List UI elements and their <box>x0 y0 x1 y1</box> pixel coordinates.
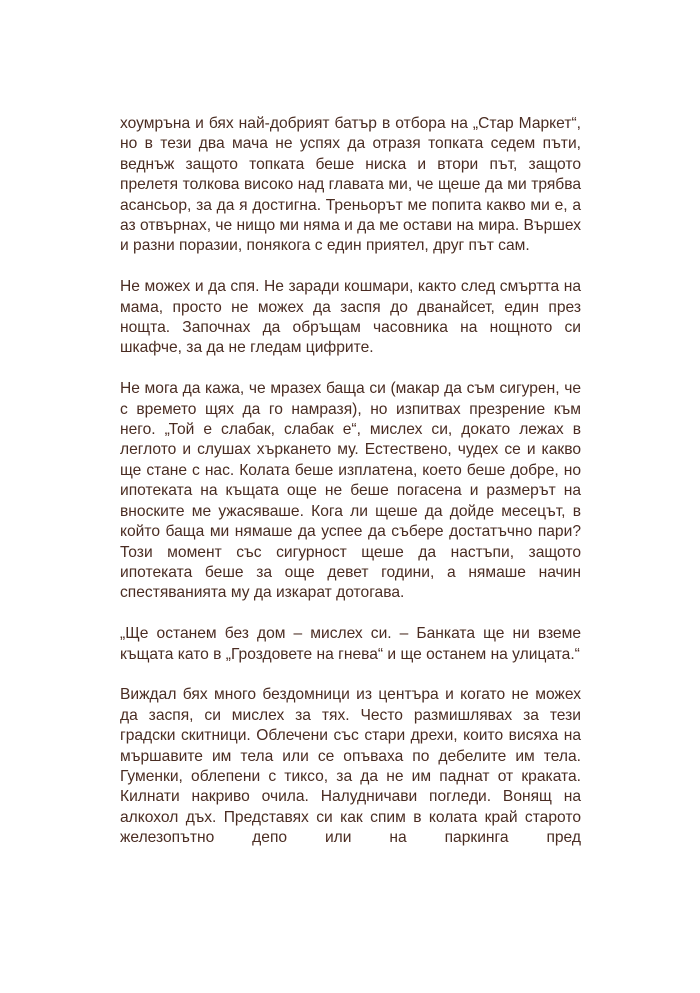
paragraph-5: Виждал бях много бездомници из центъра и когато не можех да заспя, си мислех за тях. Често размишлявах за тези градски скитници. Облечени със стари дрехи, които висяха на мършавите им тела или се опъваха по дебелите им тела. Гуменки, облепени с тиксо, за да не им паднат от краката. Килнати накриво очила. Налудничави погледи. Вонящ на алкохол дъх. Представях си как спим в колата край старото железопътно депо или на паркинга пред <box>120 686 581 847</box>
paragraph-4: „Ще останем без дом – мислех си. – Банката ще ни вземе къщата като в „Гроздовете на гнева“ и ще останем на улицата.“ <box>120 625 581 663</box>
paragraph-2: Не можех и да спя. Не заради кошмари, както след смъртта на мама, просто не можех да заспя до дванайсет, един през нощта. Започнах да обръщам часовника на нощното си шкафче, за да не гледам цифрите. <box>120 278 581 357</box>
page-text-body <box>120 114 581 869</box>
paragraph-1: хоумръна и бях най-добрият батър в отбора на „Стар Маркет“, но в тези два мача не успях да отразя топката седем пъти, веднъж защото топката беше ниска и втори път, защото прелетя толкова високо над главата ми, че щеше да ми трябва асансьор, за да я достигна. Треньорът ме попита какво ми е, а аз отвърнах, че нищо ми няма и да ме остави на мира. Вършех и разни поразии, понякога с един приятел, друг път сам. <box>120 115 581 255</box>
paragraph-3: Не мога да кажа, че мразех баща си (макар да съм сигурен, че с времето щях да го намразя), но изпитвах презрение към него. „Той е слабак, слабак е“, мислех си, докато лежах в леглото и слушах хъркането му. Естествено, чудех се и какво ще стане с нас. Колата беше изплатена, което беше добре, но ипотеката на къщата още не беше погасена и размерът на вноските ме ужасяваше. Кога ли щеше да дойде месецът, в който баща ми нямаше да успее да събере достатъчно пари? Този момент със сигурност щеше да настъпи, защото ипотеката беше за още девет години, а нямаше начин спестяванията му да изкарат дотогава. <box>120 380 581 602</box>
